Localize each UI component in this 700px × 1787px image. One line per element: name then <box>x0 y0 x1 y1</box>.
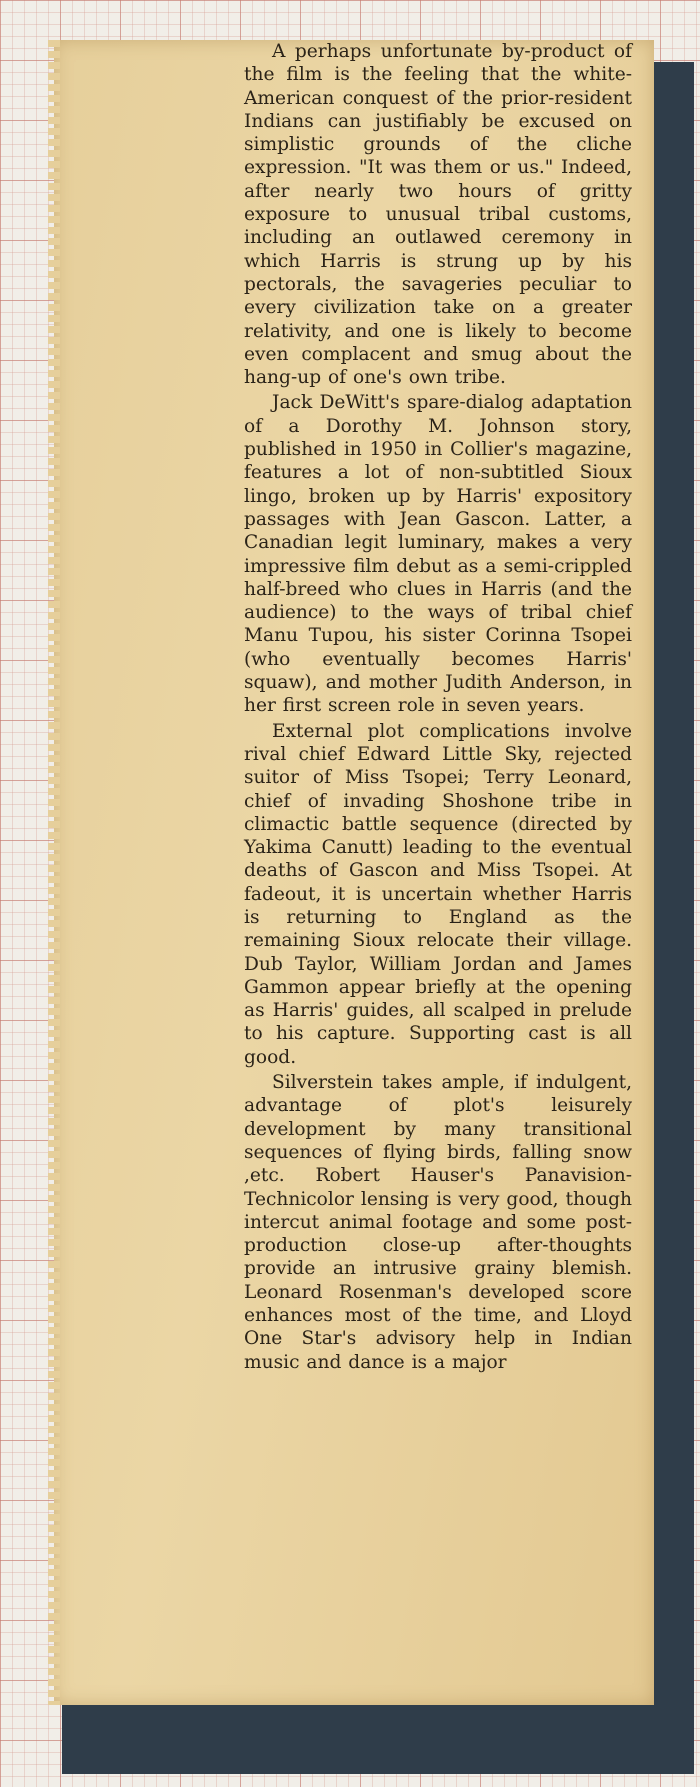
newspaper-clipping <box>54 40 654 1705</box>
article-paragraph-3: External plot complications involve rival chief Edward Little Sky, rejected suitor of Miss Tsopei; Terry Leonard, chief of invading Shoshone tribe in climactic battle sequence (directed by Yakima Canutt) leading to the eventual deaths of Gascon and Miss Tsopei. At fadeout, it is uncertain whether Harris is returning to England as the remaining Sioux relocate their village. Dub Taylor, William Jordan and James Gammon appear briefly at the opening as Harris' guides, all scalped in prelude to his capture. Supporting cast is all good. <box>244 720 632 1068</box>
review-article <box>244 40 632 1376</box>
article-paragraph-4: Silverstein takes ample, if indulgent, advantage of plot's leisurely development by many transitional sequences of flying birds, falling snow ,etc. Robert Hauser's Panavision-Technicolor lensing is very good, though intercut animal footage and some post-production close-up after-thoughts provide an intrusive grainy blemish. Leonard Rosenman's developed score enhances most of the time, and Lloyd One Star's advisory help in Indian music and dance is a major <box>244 1072 632 1373</box>
article-paragraph-1: A perhaps unfortunate by-product of the film is the feeling that the white-American conquest of the prior-resident Indians can justifiably be excused on simplistic grounds of the cliche expression. "It was them or us." Indeed, after nearly two hours of gritty exposure to unusual tribal customs, including an outlawed ceremony in which Harris is strung up by his pectorals, the savageries peculiar to every civilization take on a greater relativity, and one is likely to become even complacent and smug about the hang-up of one's own tribe. <box>244 41 632 389</box>
article-paragraph-2: Jack DeWitt's spare-dialog adaptation of a Dorothy M. Johnson story, published in 1950 in Collier's magazine, features a lot of non-subtitled Sioux lingo, broken up by Harris' expository passages with Jean Gascon. Latter, a Canadian legit luminary, makes a very impressive film debut as a semi-crippled half-breed who clues in Harris (and the audience) to the ways of tribal chief Manu Tupou, his sister Corinna Tsopei (who eventually becomes Harris' squaw), and mother Judith Anderson, in her first screen role in seven years. <box>244 392 632 717</box>
